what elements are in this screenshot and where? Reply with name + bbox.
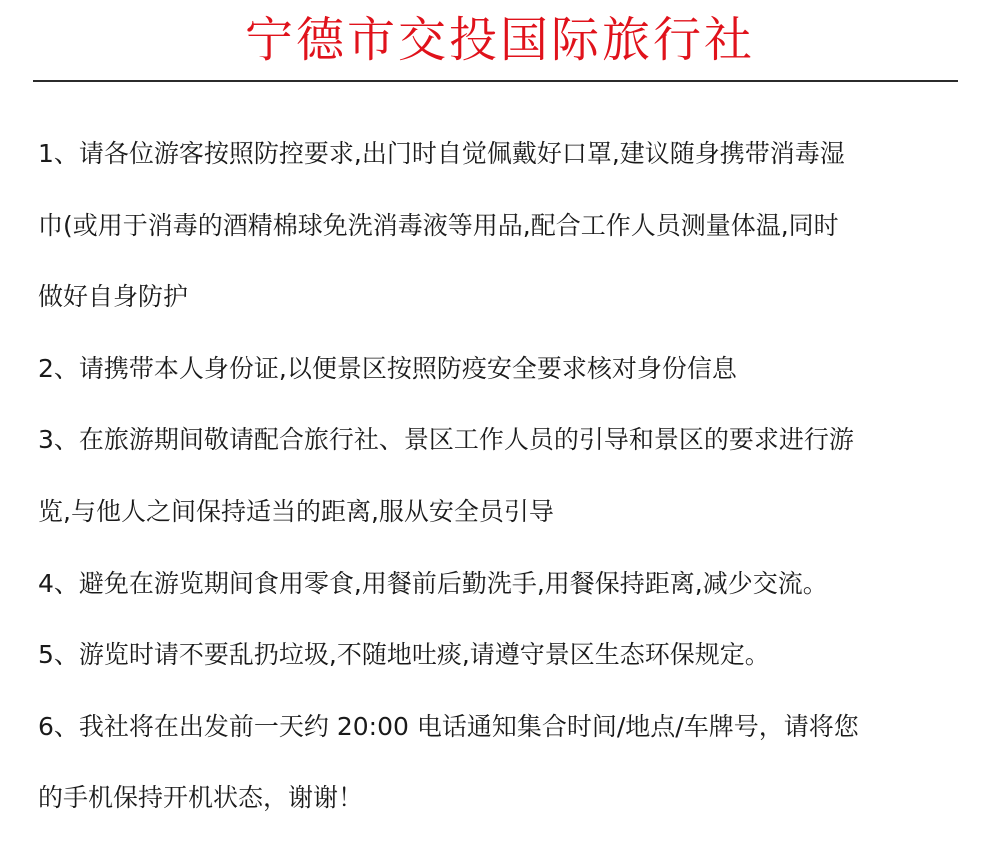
notice-line: 览,与他人之间保持适当的距离,服从安全员引导 (38, 496, 554, 526)
notice-line: 6、我社将在出发前一天约 20:00 电话通知集合时间/地点/车牌号，请将您 (38, 711, 859, 741)
notice-line: 1、请各位游客按照防控要求,出门时自觉佩戴好口罩,建议随身携带消毒湿 (38, 139, 845, 168)
page-title: 宁德市交投国际旅行社 (244, 12, 755, 68)
notice-line: 巾(或用于消毒的酒精棉球免洗消毒液等用品,配合工作人员测量体温,同时 (38, 210, 839, 240)
notice-line: 4、避免在游览期间食用零食,用餐前后勤洗手,用餐保持距离,减少交流。 (38, 568, 828, 598)
notice-line: 2、请携带本人身份证,以便景区按照防疫安全要求核对身份信息 (38, 353, 737, 383)
notice-line: 做好自身防护 (38, 282, 189, 312)
notice-line: 3、在旅游期间敬请配合旅行社、景区工作人员的引导和景区的要求进行游 (38, 425, 854, 455)
title-divider (33, 80, 958, 82)
notice-body (38, 118, 963, 834)
notice-line: 5、游览时请不要乱扔垃圾,不随地吐痰,请遵守景区生态环保规定。 (38, 640, 770, 670)
notice-line: 的手机保持开机状态，谢谢！ (38, 783, 364, 813)
